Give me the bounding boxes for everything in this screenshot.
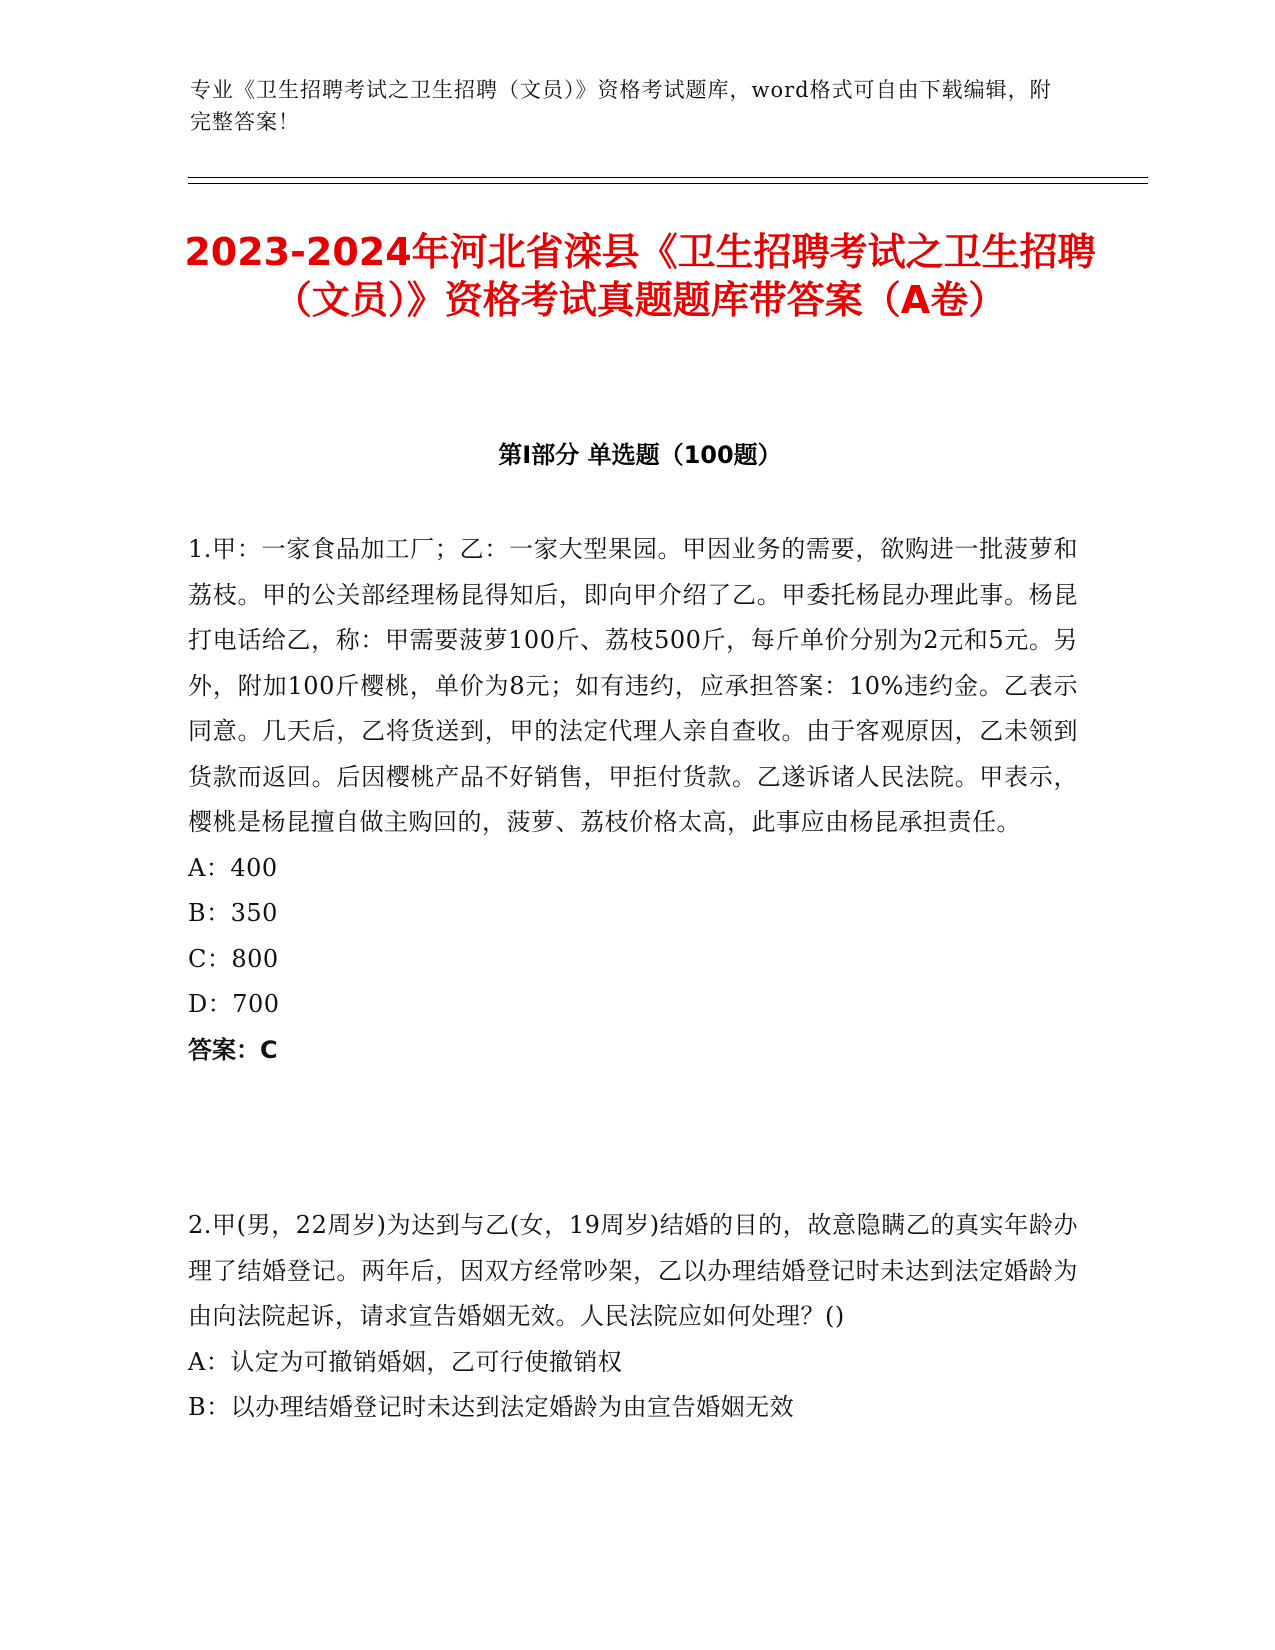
section-heading: 第I部分 单选题（100题） (498, 441, 782, 469)
option-c: C：800 (188, 944, 279, 973)
question-2 (188, 1203, 1078, 1431)
option-a: A：认定为可撤销婚姻，乙可行使撤销权 (188, 1347, 623, 1376)
question-1 (188, 527, 1078, 1073)
header-divider-bottom (188, 183, 1148, 184)
answer-label: 答案：C (188, 1035, 278, 1064)
option-b: B：350 (188, 899, 278, 927)
question-stem: 1.甲：一家食品加工厂；乙：一家大型果园。甲因业务的需要，欲购进一批菠萝和荔枝。甲的公关部经理杨昆得知后，即向甲介绍了乙。甲委托杨昆办理此事。杨昆打电话给乙，称：甲需要菠萝100斤、荔枝500斤，每斤单价分别为2元和5元。另外，附加100斤樱桃，单价为8元；如有违约，应承担答案：10%违约金。乙表示同意。几天后，乙将货送到，甲的法定代理人亲自查收。由于客观原因，乙未领到货款而返回。后因樱桃产品不好销售，甲拒付货款。乙遂诉诸人民法院。甲表示，樱桃是杨昆擅自做主购回的，菠萝、荔枝价格太高，此事应由杨昆承担责任。 (188, 535, 1078, 836)
question-stem: 2.甲(男，22周岁)为达到与乙(女，19周岁)结婚的目的，故意隐瞒乙的真实年龄办理了结婚登记。两年后，因双方经常吵架，乙以办理结婚登记时未达到法定婚龄为由向法院起诉，请求宣告婚姻无效。人民法院应如何处理？() (188, 1211, 1078, 1330)
option-b: B：以办理结婚登记时未达到法定婚龄为由宣告婚姻无效 (188, 1393, 795, 1421)
header-note: 专业《卫生招聘考试之卫生招聘（文员）》资格考试题库，word格式可自由下载编辑，附完整答案！ (190, 78, 1052, 134)
document-title: 2023-2024年河北省滦县《卫生招聘考试之卫生招聘（文员）》资格考试真题题库带答案（A卷） (184, 230, 1096, 322)
option-a: A：400 (188, 853, 278, 882)
header-divider-top (188, 177, 1148, 178)
option-d: D：700 (188, 990, 280, 1018)
